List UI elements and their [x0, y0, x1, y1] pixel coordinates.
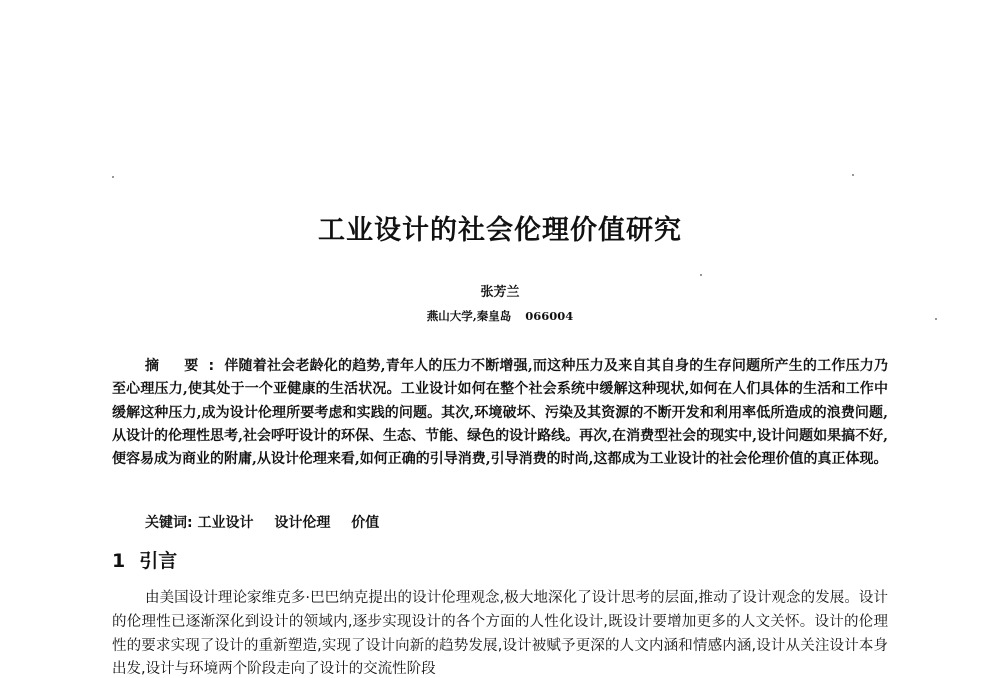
- paper-title: 工业设计的社会伦理价值研究: [318, 215, 682, 246]
- author-name: 张芳兰: [480, 285, 520, 300]
- section-heading-introduction: [112, 546, 177, 573]
- scan-speck: [700, 274, 702, 276]
- keywords-line: [145, 512, 395, 532]
- section-title: 引言: [139, 550, 178, 572]
- keyword-item: 工业设计: [197, 515, 254, 531]
- body-paragraph: 由美国设计理论家维克多·巴巴纳克提出的设计伦理观念,极大地深化了设计思考的层面,推动了设计观念的发展。设计的伦理性已逐渐深化到设计的领域内,逐步实现设计的各个方面的人性化设计,既设计要增加更多的人文关怀。设计的伦理性的要求实现了设计的重新塑造,实现了设计向新的趋势发展,设计被赋予更深的人文内涵和情感内涵,设计从关注设计本身出发,设计与环境两个阶段走向了设计的交流性阶段: [112, 590, 888, 678]
- affiliation-institution: 燕山大学,秦皇岛: [426, 309, 512, 323]
- keyword-item: 价值: [351, 515, 380, 531]
- section-number: 1: [112, 550, 126, 572]
- abstract-text: 伴随着社会老龄化的趋势,青年人的压力不断增强,而这种压力及来自其自身的生存问题所产生的工作压力乃至心理压力,使其处于一个亚健康的生活状况。工业设计如何在整个社会系统中缓解这种现状,如何在人们具体的生活和工作中缓解这种压力,成为设计伦理所要考虑和实践的问题。其次,环境破坏、污染及其资源的不断开发和利用率低所造成的浪费问题,从设计的伦理性思考,社会呼吁设计的环保、生态、节能、绿色的设计路线。再次,在消费型社会的现实中,设计问题如果搞不好,便容易成为商业的附庸,从设计伦理来看,如何正确的引导消费,引导消费的时尚,这都成为工业设计的社会伦理价值的真正体现。: [112, 358, 888, 468]
- scan-speck: [852, 174, 854, 176]
- author-affiliation: [0, 308, 1000, 324]
- scan-speck: [112, 176, 114, 178]
- keyword-item: 设计伦理: [274, 515, 331, 531]
- abstract-paragraph: [112, 355, 888, 471]
- scan-speck: [935, 318, 937, 320]
- abstract-label: 摘 要:: [145, 358, 225, 374]
- keywords-label: 关键词:: [145, 515, 193, 531]
- affiliation-postal-code: 066004: [525, 309, 574, 323]
